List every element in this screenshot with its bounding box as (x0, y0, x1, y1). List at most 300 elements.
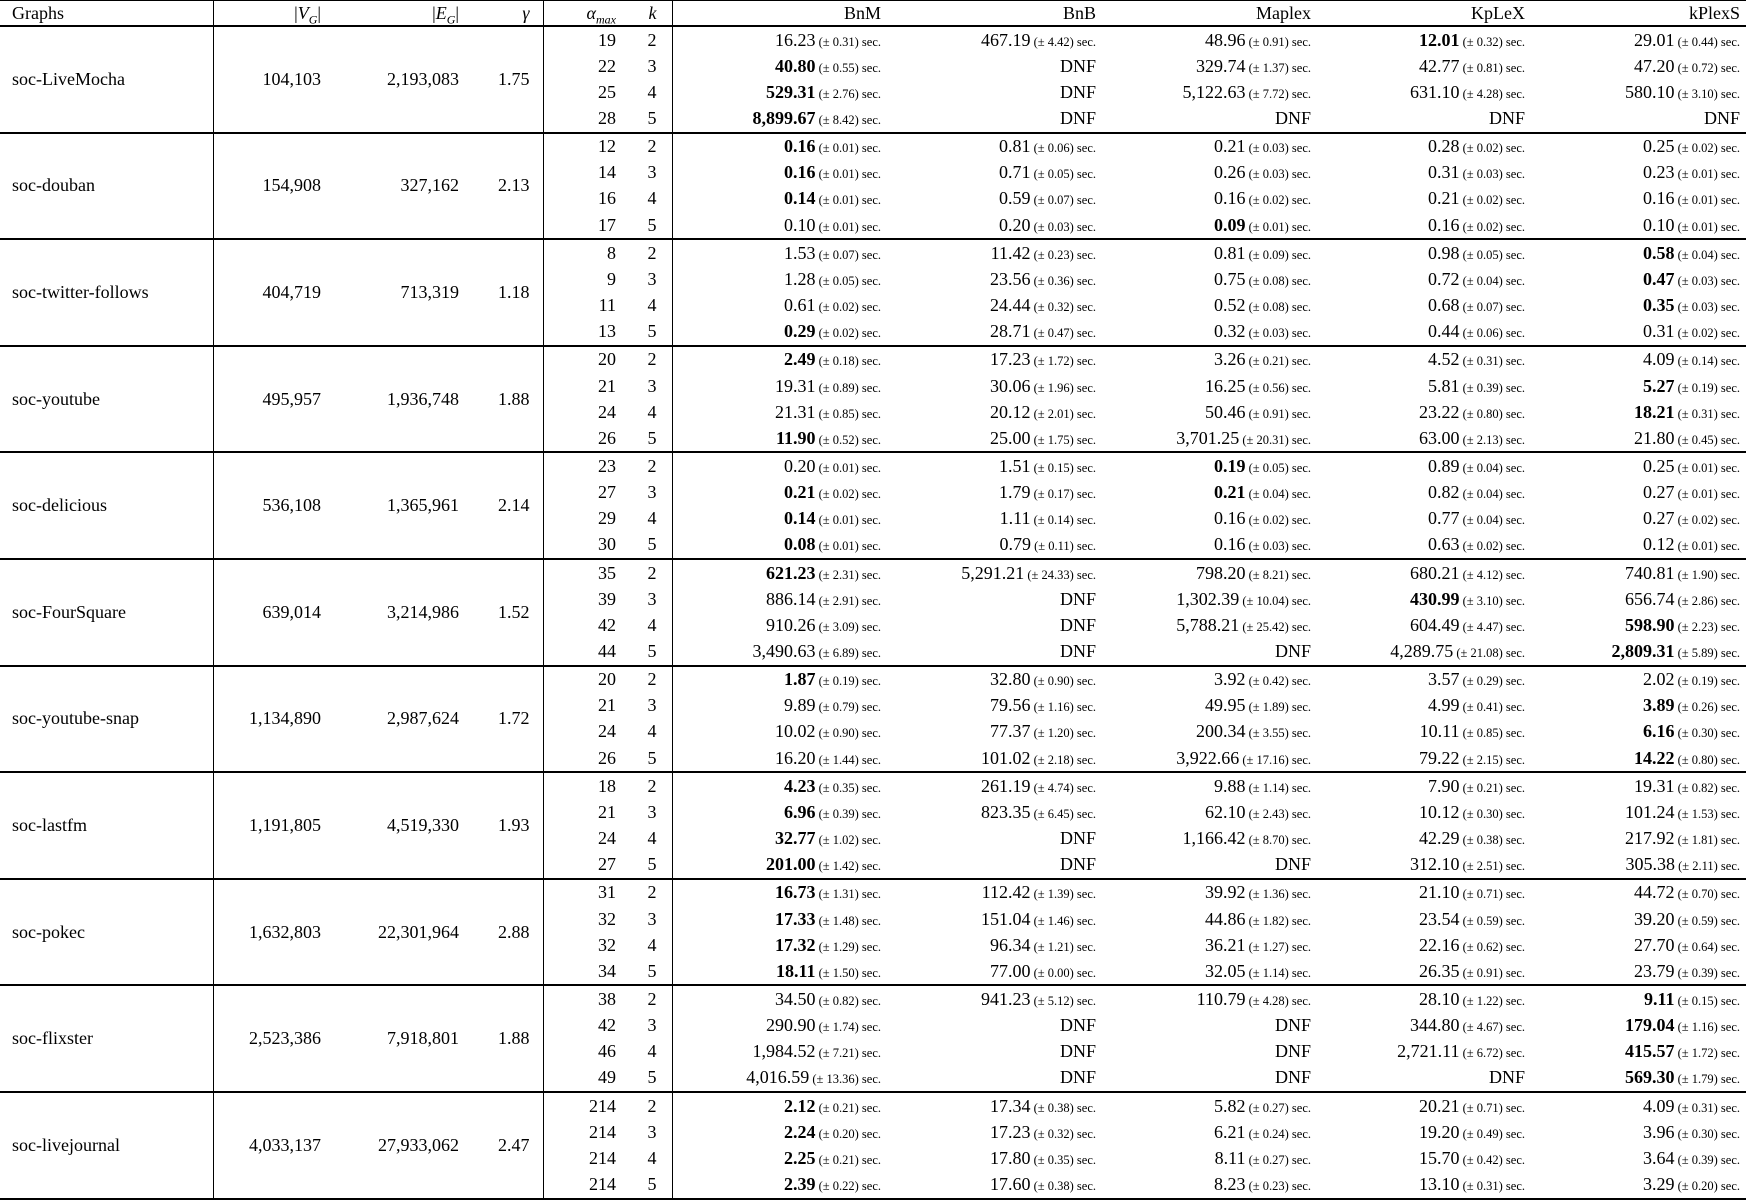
time-cell-bnb (887, 1119, 1102, 1145)
time-value: 740.81 (1624, 562, 1675, 583)
stddev-label: (± 0.08) sec. (1245, 273, 1311, 288)
time-value: 467.19 (980, 29, 1031, 50)
stddev-label: (± 0.17) sec. (1030, 487, 1096, 502)
time-cell-kplexs (1531, 480, 1746, 506)
k-cell: 2 (625, 26, 672, 53)
stddev-label: (± 0.02) sec. (815, 487, 881, 502)
vg-cell: 404,719 (213, 239, 330, 346)
time-value: 631.10 (1409, 81, 1460, 102)
stddev-label: (± 1.14) sec. (1245, 965, 1311, 980)
time-cell-kplex (1317, 666, 1531, 693)
stddev-label: (± 0.01) sec. (815, 461, 881, 475)
k-cell: 2 (625, 666, 672, 693)
dnf-value: DNF (1059, 81, 1096, 102)
stddev-label: (± 0.30) sec. (1459, 806, 1525, 821)
stddev-label: (± 20.31) sec. (1239, 432, 1311, 447)
stddev-label: (± 0.02) sec. (815, 300, 881, 314)
stddev-label: (± 0.62) sec. (1459, 939, 1525, 954)
time-cell-bnm (672, 133, 887, 160)
time-cell-bnm (672, 239, 887, 266)
stddev-label: (± 0.05) sec. (1030, 167, 1096, 182)
eg-cell: 22,301,964 (330, 879, 468, 986)
stddev-label: (± 8.42) sec. (815, 112, 881, 127)
time-value: 19.31 (1633, 775, 1675, 796)
time-cell-bnb (887, 160, 1102, 186)
alpha-max-cell: 26 (543, 745, 625, 772)
time-cell-bnb (887, 719, 1102, 745)
time-value: 3.64 (1642, 1147, 1675, 1168)
time-value: 430.99 (1409, 588, 1460, 609)
time-cell-kplex (1317, 532, 1531, 559)
time-cell-bnb (887, 373, 1102, 399)
time-value: 4,289.75 (1390, 640, 1454, 661)
time-cell-maplex (1102, 186, 1317, 212)
time-cell-kplex (1317, 586, 1531, 612)
time-value: 42.29 (1418, 827, 1460, 848)
time-value: 604.49 (1409, 614, 1460, 635)
time-cell-bnm (672, 985, 887, 1012)
stddev-label: (± 0.30) sec. (1674, 1126, 1740, 1141)
stddev-label: (± 0.04) sec. (1459, 513, 1525, 528)
stddev-label: (± 0.15) sec. (1674, 993, 1740, 1008)
time-value: 4.09 (1642, 349, 1675, 370)
k-cell: 2 (625, 346, 672, 373)
time-cell-bnb (887, 105, 1102, 132)
eg-cell: 7,918,801 (330, 985, 468, 1092)
time-cell-maplex (1102, 239, 1317, 266)
time-cell-bnb (887, 772, 1102, 799)
dnf-value: DNF (1274, 107, 1311, 128)
time-value: 344.80 (1409, 1015, 1460, 1036)
eg-cell: 27,933,062 (330, 1092, 468, 1199)
table-row (0, 1092, 1746, 1119)
time-cell-kplexs (1531, 1145, 1746, 1171)
k-cell: 4 (647, 295, 657, 315)
time-cell-bnm (672, 292, 887, 318)
time-value: 7.90 (1427, 775, 1460, 796)
time-cell-maplex (1102, 292, 1317, 318)
time-value: 1.79 (998, 482, 1031, 503)
time-cell-kplex (1317, 346, 1531, 373)
time-value: 10.12 (1418, 801, 1460, 822)
alpha-max-cell: 39 (543, 586, 625, 612)
time-cell-maplex (1102, 1065, 1317, 1092)
stddev-label: (± 1.16) sec. (1030, 700, 1096, 715)
time-cell-bnm (672, 79, 887, 105)
time-value: 44.86 (1204, 908, 1246, 929)
dnf-value: DNF (1488, 1067, 1525, 1088)
stddev-label: (± 0.09) sec. (1245, 247, 1311, 262)
table-row (0, 879, 1746, 906)
math-label: kPlexS (1688, 2, 1740, 23)
time-cell-bnm (672, 958, 887, 985)
time-cell-maplex (1102, 399, 1317, 425)
time-value: 0.19 (1213, 456, 1246, 476)
gamma-cell: 1.52 (468, 559, 543, 666)
time-value: 1,166.42 (1182, 827, 1246, 848)
stddev-label: (± 0.71) sec. (1459, 1100, 1525, 1115)
time-value: 5.27 (1642, 375, 1675, 396)
time-value: 0.77 (1427, 508, 1460, 529)
time-cell-bnm (672, 1145, 887, 1171)
time-cell-bnm (672, 1119, 887, 1145)
stddev-label: (± 1.72) sec. (1030, 354, 1096, 369)
time-cell-bnb (887, 879, 1102, 906)
graph-name-cell: soc-youtube-snap (0, 666, 213, 773)
column-header-graphs (0, 1, 213, 27)
time-cell-kplex (1317, 319, 1531, 346)
time-cell-maplex (1102, 212, 1317, 239)
stddev-label: (± 1.72) sec. (1674, 1046, 1740, 1061)
graph-name-cell: soc-twitter-follows (0, 239, 213, 346)
stddev-label: (± 0.38) sec. (1030, 1100, 1096, 1115)
header-row (0, 1, 1746, 27)
stddev-label: (± 5.89) sec. (1674, 645, 1740, 660)
time-cell-kplex (1317, 425, 1531, 452)
stddev-label: (± 1.29) sec. (815, 939, 881, 954)
time-cell-bnb (887, 480, 1102, 506)
vg-cell: 1,632,803 (213, 879, 330, 986)
stddev-label: (± 25.42) sec. (1239, 619, 1311, 634)
time-cell-kplex (1317, 1065, 1531, 1092)
time-value: 48.96 (1204, 29, 1246, 50)
alpha-max-cell: 27 (543, 851, 625, 878)
time-cell-maplex (1102, 506, 1317, 532)
stddev-label: (± 0.39) sec. (1674, 1152, 1740, 1167)
time-value: 886.14 (765, 588, 816, 609)
vg-cell: 154,908 (213, 133, 330, 240)
vg-cell: 1,191,805 (213, 772, 330, 879)
time-cell-maplex (1102, 666, 1317, 693)
time-value: 17.60 (989, 1174, 1031, 1195)
alpha-max-cell: 49 (543, 1065, 625, 1092)
time-cell-kplex (1317, 906, 1531, 932)
k-cell: 3 (647, 268, 657, 289)
alpha-max-cell: 34 (543, 958, 625, 985)
time-cell-maplex (1102, 452, 1317, 479)
time-value: 0.29 (783, 321, 816, 342)
time-cell-bnm (672, 212, 887, 239)
stddev-label: (± 0.42) sec. (1459, 1152, 1525, 1167)
time-cell-bnb (887, 693, 1102, 719)
stddev-label: (± 0.91) sec. (1245, 406, 1311, 421)
k-cell: 2 (625, 452, 672, 479)
stddev-label: (± 4.67) sec. (1459, 1020, 1525, 1035)
time-cell-bnb (887, 612, 1102, 638)
alpha-max-cell: 28 (543, 105, 625, 132)
time-value: 0.25 (1642, 136, 1675, 157)
alpha-max-cell: 13 (543, 319, 625, 346)
stddev-label: (± 0.01) sec. (815, 539, 881, 554)
gamma-cell: 1.75 (468, 26, 543, 133)
alpha-max-cell: 21 (543, 373, 625, 399)
stddev-label: (± 2.31) sec. (815, 567, 881, 582)
time-value: 12.01 (1418, 29, 1460, 50)
time-value: 17.33 (774, 908, 816, 929)
time-value: 9.11 (1643, 988, 1675, 1009)
stddev-label: (± 8.21) sec. (1245, 567, 1311, 582)
stddev-label: (± 1.31) sec. (815, 887, 881, 902)
stddev-label: (± 2.23) sec. (1674, 619, 1740, 634)
k-cell: 5 (647, 427, 657, 448)
k-cell: 3 (647, 908, 657, 929)
stddev-label: (± 0.56) sec. (1245, 380, 1311, 395)
time-value: 0.59 (998, 188, 1031, 209)
stddev-label: (± 0.01) sec. (1674, 193, 1740, 208)
stddev-label: (± 0.71) sec. (1459, 887, 1525, 902)
column-header-eg (330, 1, 468, 27)
time-value: 62.10 (1204, 801, 1246, 822)
table-row (0, 239, 1746, 266)
stddev-label: (± 0.03) sec. (1674, 273, 1740, 288)
stddev-label: (± 0.11) sec. (1030, 539, 1096, 554)
stddev-label: (± 0.04) sec. (1459, 461, 1525, 475)
time-value: 101.24 (1624, 801, 1675, 822)
table-row (0, 985, 1746, 1012)
time-cell-maplex (1102, 105, 1317, 132)
stddev-label: (± 0.24) sec. (1245, 1126, 1311, 1141)
time-value: 101.02 (980, 747, 1031, 768)
time-cell-bnm (672, 932, 887, 958)
time-cell-kplexs (1531, 319, 1746, 346)
time-cell-bnb (887, 932, 1102, 958)
time-value: 0.63 (1427, 534, 1460, 555)
time-cell-maplex (1102, 719, 1317, 745)
stddev-label: (± 0.03) sec. (1030, 219, 1096, 234)
k-cell: 2 (625, 985, 672, 1012)
stddev-label: (± 0.36) sec. (1030, 273, 1096, 288)
time-value: 1.53 (783, 242, 816, 263)
time-value: 32.05 (1204, 960, 1246, 981)
time-cell-maplex (1102, 586, 1317, 612)
time-cell-kplex (1317, 1145, 1531, 1171)
dnf-value: DNF (1274, 1067, 1311, 1088)
table-body (0, 26, 1746, 1199)
stddev-label: (± 4.42) sec. (1030, 34, 1096, 49)
stddev-label: (± 0.01) sec. (1674, 219, 1740, 234)
vg-cell: 639,014 (213, 559, 330, 666)
stddev-label: (± 0.18) sec. (815, 354, 881, 369)
stddev-label: (± 7.21) sec. (815, 1046, 881, 1061)
column-header-kplexs (1531, 1, 1746, 27)
time-cell-kplex (1317, 932, 1531, 958)
stddev-label: (± 0.21) sec. (1459, 780, 1525, 795)
time-cell-bnm (672, 452, 887, 479)
time-cell-maplex (1102, 160, 1317, 186)
time-cell-bnb (887, 319, 1102, 346)
k-cell: 2 (625, 559, 672, 586)
stddev-label: (± 0.31) sec. (1459, 354, 1525, 369)
time-value: 24.44 (989, 295, 1031, 315)
time-value: 290.90 (765, 1015, 816, 1036)
time-value: 0.58 (1642, 242, 1675, 263)
stddev-label: (± 0.04) sec. (1245, 487, 1311, 502)
math-label: Graphs (12, 2, 64, 23)
time-cell-maplex (1102, 745, 1317, 772)
time-value: 5,122.63 (1182, 81, 1246, 102)
time-value: 200.34 (1195, 721, 1246, 742)
time-value: 16.73 (774, 882, 816, 903)
time-value: 0.21 (1213, 136, 1246, 157)
time-value: 9.88 (1213, 775, 1246, 796)
stddev-label: (± 1.37) sec. (1245, 60, 1311, 75)
time-cell-kplexs (1531, 1013, 1746, 1039)
time-cell-kplex (1317, 612, 1531, 638)
column-header-gamma (468, 1, 543, 27)
time-cell-kplex (1317, 772, 1531, 799)
time-value: 0.61 (783, 295, 816, 315)
stddev-label: (± 1.39) sec. (1030, 887, 1096, 902)
time-value: 823.35 (980, 801, 1031, 822)
stddev-label: (± 0.35) sec. (1030, 1152, 1096, 1167)
alpha-max-cell: 26 (543, 425, 625, 452)
k-cell: 4 (647, 1147, 657, 1168)
dnf-value: DNF (1059, 1041, 1096, 1062)
graph-name-cell: soc-FourSquare (0, 559, 213, 666)
time-value: 32.80 (989, 669, 1031, 690)
math-label: $|V_G|$ (294, 2, 321, 27)
time-cell-kplexs (1531, 825, 1746, 851)
time-value: 16.23 (774, 29, 816, 50)
time-cell-kplex (1317, 985, 1531, 1012)
stddev-label: (± 0.45) sec. (1674, 432, 1740, 447)
k-cell: 2 (625, 772, 672, 799)
time-value: 0.79 (999, 534, 1031, 555)
time-value: 40.80 (774, 55, 816, 76)
time-cell-bnb (887, 1092, 1102, 1119)
time-cell-kplexs (1531, 612, 1746, 638)
time-cell-kplexs (1531, 745, 1746, 772)
time-value: 4.52 (1427, 349, 1460, 370)
time-value: 2,721.11 (1397, 1041, 1460, 1062)
stddev-label: (± 0.35) sec. (815, 780, 881, 795)
k-cell: 4 (647, 721, 657, 742)
stddev-label: (± 2.15) sec. (1459, 752, 1525, 767)
stddev-label: (± 0.29) sec. (1459, 674, 1525, 689)
k-cell: 5 (647, 321, 657, 342)
time-cell-bnb (887, 1145, 1102, 1171)
time-cell-bnm (672, 719, 887, 745)
gamma-cell: 1.88 (468, 346, 543, 453)
k-cell: 2 (625, 239, 672, 266)
stddev-label: (± 1.90) sec. (1674, 567, 1740, 582)
stddev-label: (± 0.02) sec. (1459, 219, 1525, 234)
time-cell-kplexs (1531, 958, 1746, 985)
k-cell: 3 (647, 1121, 657, 1142)
time-cell-bnm (672, 506, 887, 532)
gamma-cell: 2.47 (468, 1092, 543, 1199)
stddev-label: (± 0.27) sec. (1245, 1152, 1311, 1167)
stddev-label: (± 0.02) sec. (1245, 193, 1311, 208)
time-value: 569.30 (1624, 1067, 1675, 1088)
time-value: 798.20 (1195, 562, 1246, 583)
time-value: 3.89 (1642, 695, 1675, 716)
time-cell-bnm (672, 319, 887, 346)
time-cell-kplexs (1531, 105, 1746, 132)
k-cell: 4 (647, 614, 657, 635)
time-cell-kplex (1317, 638, 1531, 665)
time-cell-bnm (672, 638, 887, 665)
k-cell: 3 (647, 162, 657, 183)
time-value: 0.20 (783, 456, 816, 476)
time-value: 21.80 (1633, 427, 1675, 448)
stddev-label: (± 0.39) sec. (1674, 965, 1740, 980)
time-cell-bnm (672, 799, 887, 825)
stddev-label: (± 0.07) sec. (1459, 300, 1525, 314)
time-value: 29.01 (1633, 29, 1675, 50)
stddev-label: (± 0.01) sec. (1245, 219, 1311, 234)
vg-cell: 495,957 (213, 346, 330, 453)
time-cell-bnb (887, 53, 1102, 79)
time-value: 3.57 (1427, 669, 1460, 690)
time-value: 0.21 (783, 482, 816, 503)
time-cell-bnb (887, 1039, 1102, 1065)
time-cell-kplexs (1531, 266, 1746, 292)
stddev-label: (± 0.52) sec. (815, 432, 881, 447)
time-value: 0.10 (1642, 214, 1675, 235)
time-cell-bnm (672, 425, 887, 452)
stddev-label: (± 0.31) sec. (1674, 406, 1740, 421)
time-cell-maplex (1102, 638, 1317, 665)
alpha-max-cell: 30 (543, 532, 625, 559)
time-cell-kplex (1317, 186, 1531, 212)
alpha-max-cell: 21 (543, 693, 625, 719)
time-cell-bnm (672, 186, 887, 212)
math-label: KpLeX (1471, 2, 1525, 23)
time-value: 1,302.39 (1176, 588, 1240, 609)
time-cell-kplexs (1531, 133, 1746, 160)
dnf-value: DNF (1274, 854, 1311, 875)
time-cell-kplex (1317, 1119, 1531, 1145)
column-header-kplex (1317, 1, 1531, 27)
time-cell-bnm (672, 745, 887, 772)
stddev-label: (± 0.30) sec. (1674, 726, 1740, 741)
gamma-cell: 2.14 (468, 452, 543, 559)
dnf-value: DNF (1059, 614, 1096, 635)
time-cell-bnb (887, 666, 1102, 693)
table-row (0, 133, 1746, 160)
time-cell-bnm (672, 399, 887, 425)
time-value: 5,291.21 (961, 562, 1025, 583)
stddev-label: (± 0.02) sec. (1459, 193, 1525, 208)
gamma-cell: 2.88 (468, 879, 543, 986)
stddev-label: (± 0.39) sec. (815, 806, 881, 821)
time-value: 28.71 (989, 321, 1031, 342)
time-value: 0.82 (1427, 482, 1460, 503)
graph-name-cell: soc-livejournal (0, 1092, 213, 1199)
time-cell-maplex (1102, 133, 1317, 160)
k-cell: 3 (647, 1015, 657, 1036)
time-cell-kplexs (1531, 425, 1746, 452)
time-value: 0.27 (1642, 482, 1675, 503)
stddev-label: (± 1.74) sec. (815, 1020, 881, 1035)
time-value: 25.00 (989, 427, 1031, 448)
time-value: 3,490.63 (752, 640, 816, 661)
time-cell-maplex (1102, 266, 1317, 292)
stddev-label: (± 2.76) sec. (815, 86, 881, 101)
time-cell-kplexs (1531, 239, 1746, 266)
time-value: 63.00 (1418, 427, 1460, 448)
stddev-label: (± 0.38) sec. (1030, 1179, 1096, 1194)
time-cell-bnm (672, 532, 887, 559)
time-cell-kplexs (1531, 53, 1746, 79)
k-cell: 3 (647, 375, 657, 396)
time-cell-kplexs (1531, 79, 1746, 105)
time-value: 4,016.59 (746, 1067, 810, 1088)
dnf-value: DNF (1488, 107, 1525, 128)
stddev-label: (± 2.11) sec. (1674, 859, 1740, 874)
alpha-max-cell: 22 (543, 53, 625, 79)
